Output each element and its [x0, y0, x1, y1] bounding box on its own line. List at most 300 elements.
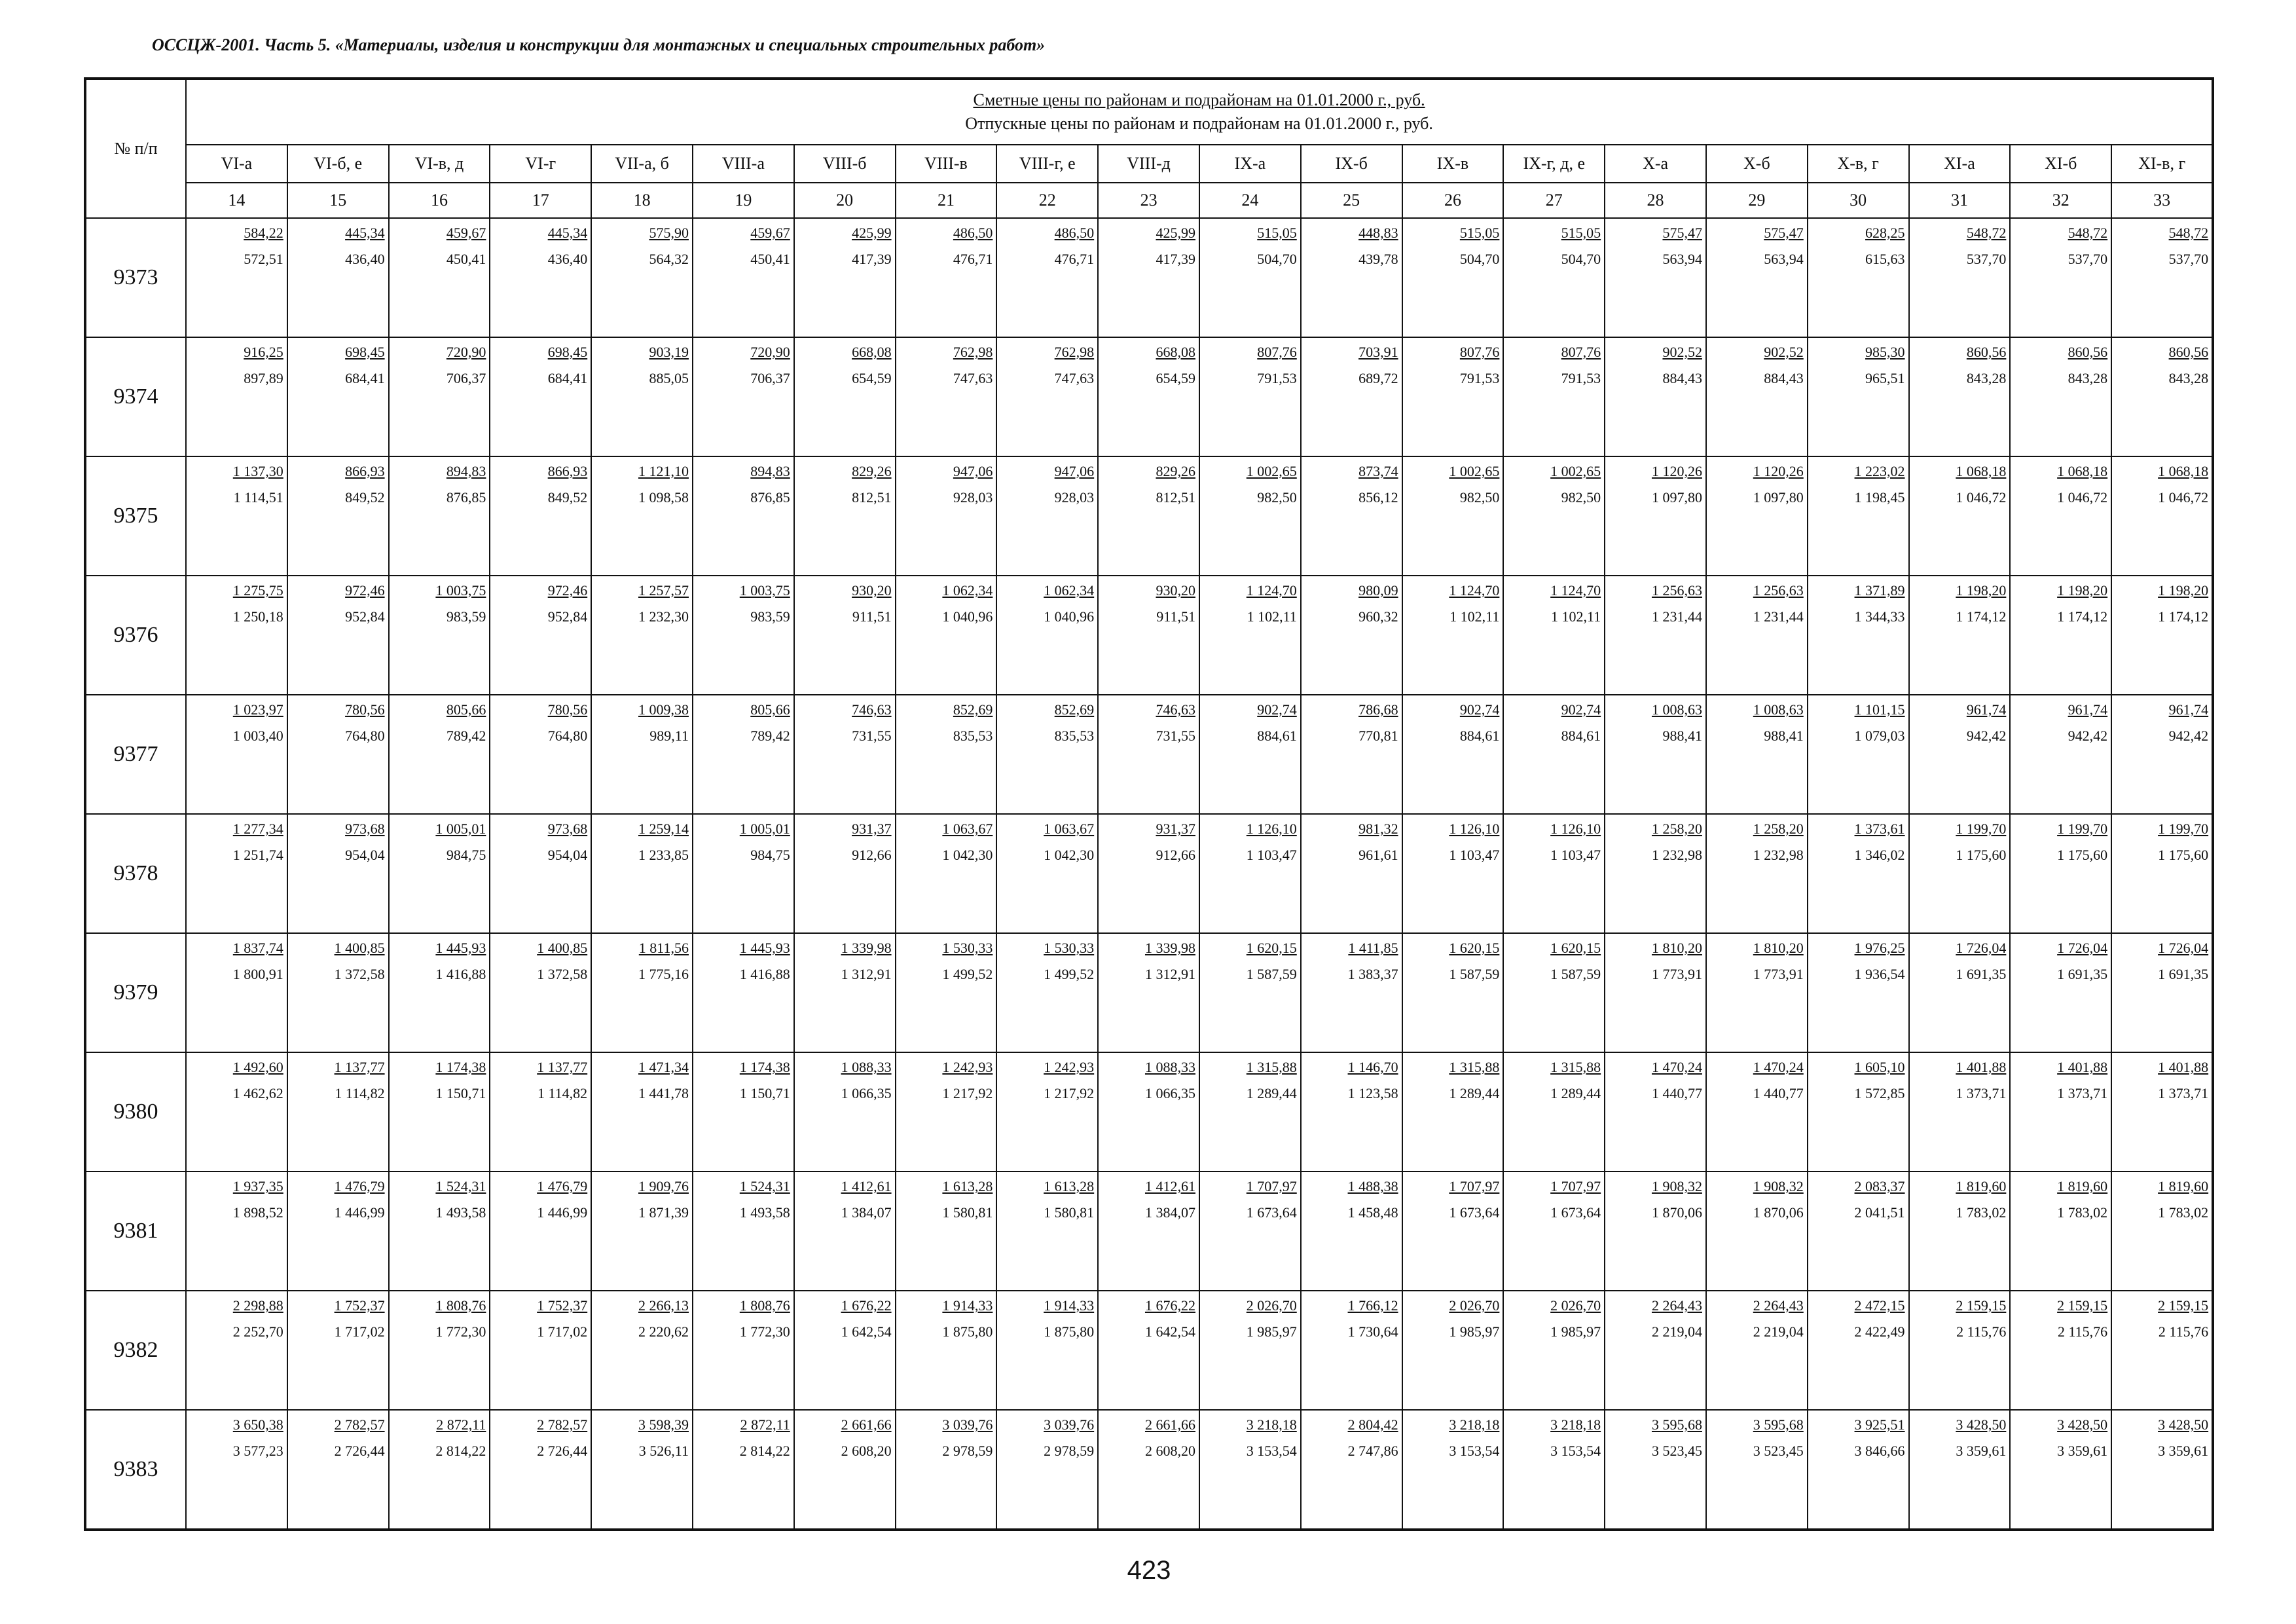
estimate-price: 1 120,26 — [1651, 463, 1702, 479]
release-price: 2 608,20 — [1144, 1443, 1195, 1459]
release-price: 1 150,71 — [435, 1085, 486, 1101]
estimate-price: 1 471,34 — [638, 1059, 689, 1075]
row-code: 9381 — [85, 1172, 186, 1291]
price-cell — [1706, 337, 1808, 456]
estimate-price: 746,63 — [852, 701, 892, 718]
release-price: 1 150,71 — [739, 1085, 790, 1101]
estimate-price: 1 137,77 — [537, 1059, 588, 1075]
price-cell — [287, 1052, 389, 1172]
price-cell — [1909, 1052, 2011, 1172]
release-price: 654,59 — [1156, 370, 1195, 386]
price-cell — [2010, 456, 2111, 576]
release-price: 1 114,82 — [538, 1085, 588, 1101]
release-price: 1 079,03 — [1854, 728, 1905, 744]
price-cell — [1706, 1291, 1808, 1410]
price-cell — [1098, 814, 1199, 933]
release-price: 2 115,76 — [1956, 1323, 2007, 1340]
price-cell — [1402, 695, 1504, 814]
estimate-price: 2 026,70 — [1550, 1297, 1601, 1314]
release-price: 3 359,61 — [2158, 1443, 2209, 1459]
estimate-price: 981,32 — [1358, 821, 1398, 837]
release-price: 884,43 — [1764, 370, 1804, 386]
estimate-price: 3 650,38 — [232, 1416, 283, 1433]
estimate-price: 1 023,97 — [232, 701, 283, 718]
region-header: VIII-в — [896, 145, 997, 183]
price-cell — [2010, 218, 2111, 337]
release-price: 1 098,58 — [638, 489, 689, 506]
estimate-price: 445,34 — [547, 225, 588, 241]
price-cell — [2111, 1410, 2213, 1530]
release-price: 3 359,61 — [1956, 1443, 2007, 1459]
estimate-price: 515,05 — [1257, 225, 1297, 241]
release-price: 1 458,48 — [1347, 1204, 1398, 1221]
release-price: 1 800,91 — [232, 966, 283, 982]
row-code: 9376 — [85, 576, 186, 695]
column-number: 33 — [2111, 183, 2213, 218]
estimate-price: 3 925,51 — [1854, 1416, 1905, 1433]
column-number: 29 — [1706, 183, 1808, 218]
release-price: 504,70 — [1561, 251, 1601, 267]
estimate-price: 762,98 — [1054, 344, 1095, 360]
price-cell — [490, 695, 591, 814]
release-price: 912,66 — [1156, 847, 1195, 863]
release-price: 450,41 — [446, 251, 486, 267]
release-price: 2 814,22 — [435, 1443, 486, 1459]
estimate-price: 1 101,15 — [1854, 701, 1905, 718]
price-cell — [389, 1172, 490, 1291]
release-price: 942,42 — [2168, 728, 2209, 744]
estimate-price: 860,56 — [1966, 344, 2007, 360]
estimate-price: 720,90 — [750, 344, 790, 360]
release-price: 1 985,97 — [1550, 1323, 1601, 1340]
price-cell — [1098, 1052, 1199, 1172]
price-cell — [1301, 695, 1402, 814]
release-price: 1 372,58 — [537, 966, 588, 982]
price-cell — [1402, 456, 1504, 576]
release-price: 1 717,02 — [334, 1323, 385, 1340]
estimate-price: 866,93 — [345, 463, 385, 479]
price-cell — [1503, 1410, 1605, 1530]
estimate-price: 1 068,18 — [2057, 463, 2108, 479]
release-price: 1 103,47 — [1550, 847, 1601, 863]
estimate-price: 829,26 — [852, 463, 892, 479]
release-price: 843,28 — [2168, 370, 2209, 386]
estimate-price: 1 005,01 — [739, 821, 790, 837]
estimate-price: 3 218,18 — [1449, 1416, 1500, 1433]
estimate-price: 829,26 — [1156, 463, 1195, 479]
estimate-price: 2 872,11 — [740, 1416, 790, 1433]
release-price: 1 783,02 — [2057, 1204, 2108, 1221]
estimate-price: 575,47 — [1764, 225, 1804, 241]
release-price: 1 372,58 — [334, 966, 385, 982]
release-price: 988,41 — [1662, 728, 1702, 744]
release-price: 1 114,82 — [335, 1085, 385, 1101]
release-price: 2 115,76 — [2158, 1323, 2209, 1340]
price-cell — [490, 933, 591, 1052]
price-cell — [2111, 1052, 2213, 1172]
price-cell — [794, 456, 896, 576]
release-price: 1 642,54 — [1144, 1323, 1195, 1340]
release-price: 1 102,11 — [1247, 608, 1297, 625]
table-row — [85, 456, 2213, 576]
release-price: 1 232,98 — [1651, 847, 1702, 863]
release-price: 1 373,71 — [2057, 1085, 2108, 1101]
estimate-price: 1 470,24 — [1753, 1059, 1804, 1075]
price-cell — [996, 695, 1098, 814]
estimate-price: 1 808,76 — [739, 1297, 790, 1314]
release-price: 911,51 — [1156, 608, 1195, 625]
price-cell — [591, 1410, 693, 1530]
estimate-price: 931,37 — [852, 821, 892, 837]
estimate-price: 2 264,43 — [1651, 1297, 1702, 1314]
release-price: 884,61 — [1257, 728, 1297, 744]
estimate-price: 902,74 — [1459, 701, 1500, 718]
release-price: 984,75 — [750, 847, 790, 863]
price-cell — [1808, 456, 1909, 576]
price-cell — [389, 1291, 490, 1410]
estimate-price: 1 810,20 — [1651, 940, 1702, 956]
release-price: 1 040,96 — [1044, 608, 1095, 625]
price-cell — [2010, 1052, 2111, 1172]
price-cell — [1503, 1291, 1605, 1410]
estimate-price: 1 914,33 — [1044, 1297, 1095, 1314]
row-code: 9374 — [85, 337, 186, 456]
price-cell — [693, 218, 794, 337]
estimate-price: 1 676,22 — [1144, 1297, 1195, 1314]
estimate-price: 973,68 — [345, 821, 385, 837]
release-price: 504,70 — [1459, 251, 1500, 267]
release-price: 537,70 — [1966, 251, 2007, 267]
price-cell — [1503, 456, 1605, 576]
estimate-price: 1 137,77 — [334, 1059, 385, 1075]
release-price: 3 153,54 — [1550, 1443, 1601, 1459]
estimate-price: 1 257,57 — [638, 582, 689, 599]
estimate-price: 985,30 — [1865, 344, 1905, 360]
release-price: 1 251,74 — [232, 847, 283, 863]
release-price: 1 373,71 — [2158, 1085, 2209, 1101]
release-price: 417,39 — [852, 251, 892, 267]
release-price: 952,84 — [345, 608, 385, 625]
release-price: 476,71 — [953, 251, 993, 267]
price-cell — [490, 456, 591, 576]
price-cell — [1909, 456, 2011, 576]
release-price: 1 462,62 — [232, 1085, 283, 1101]
price-cell — [1503, 695, 1605, 814]
release-price: 1 174,12 — [1956, 608, 2007, 625]
column-number: 19 — [693, 183, 794, 218]
release-price: 912,66 — [852, 847, 892, 863]
price-cell — [1503, 814, 1605, 933]
release-price: 849,52 — [345, 489, 385, 506]
release-price: 843,28 — [2068, 370, 2108, 386]
estimate-price: 3 218,18 — [1246, 1416, 1297, 1433]
price-cell — [2010, 1291, 2111, 1410]
region-header: VI-а — [186, 145, 287, 183]
estimate-price: 1 412,61 — [841, 1178, 892, 1194]
release-price: 812,51 — [1156, 489, 1195, 506]
estimate-price: 894,83 — [446, 463, 486, 479]
price-cell — [287, 1172, 389, 1291]
release-price: 504,70 — [1257, 251, 1297, 267]
price-cell — [2111, 814, 2213, 933]
estimate-price: 1 174,38 — [435, 1059, 486, 1075]
release-price: 706,37 — [446, 370, 486, 386]
price-cell — [693, 1291, 794, 1410]
price-cell — [693, 1172, 794, 1291]
estimate-price: 1 620,15 — [1550, 940, 1601, 956]
price-cell — [1808, 1172, 1909, 1291]
estimate-price: 1 002,65 — [1550, 463, 1601, 479]
price-cell — [1503, 337, 1605, 456]
estimate-price: 2 661,66 — [841, 1416, 892, 1433]
price-cell — [490, 1052, 591, 1172]
estimate-price: 1 068,18 — [1956, 463, 2007, 479]
column-number: 22 — [996, 183, 1098, 218]
estimate-price: 1 808,76 — [435, 1297, 486, 1314]
price-cell — [2111, 337, 2213, 456]
estimate-price: 1 339,98 — [841, 940, 892, 956]
estimate-price: 1 002,65 — [1246, 463, 1297, 479]
price-cell — [1706, 576, 1808, 695]
release-price: 563,94 — [1662, 251, 1702, 267]
price-cell — [1098, 695, 1199, 814]
release-price: 812,51 — [852, 489, 892, 506]
price-cell — [693, 456, 794, 576]
estimate-price: 973,68 — [547, 821, 588, 837]
price-cell — [2010, 337, 2111, 456]
release-price: 843,28 — [1966, 370, 2007, 386]
estimate-price: 980,09 — [1358, 582, 1398, 599]
estimate-price: 1 445,93 — [739, 940, 790, 956]
estimate-price: 1 819,60 — [2057, 1178, 2108, 1194]
price-cell — [693, 695, 794, 814]
region-header: IX-в — [1402, 145, 1504, 183]
price-cell — [186, 1410, 287, 1530]
estimate-price: 425,99 — [852, 225, 892, 241]
estimate-price: 1 412,61 — [1144, 1178, 1195, 1194]
column-number: 23 — [1098, 183, 1199, 218]
estimate-price: 1 174,38 — [739, 1059, 790, 1075]
price-cell — [1706, 1172, 1808, 1291]
estimate-price: 1 002,65 — [1449, 463, 1500, 479]
estimate-price: 3 428,50 — [1956, 1416, 2007, 1433]
estimate-price: 1 242,93 — [1044, 1059, 1095, 1075]
estimate-price: 1 063,67 — [942, 821, 993, 837]
price-cell — [1199, 933, 1301, 1052]
release-price: 1 440,77 — [1753, 1085, 1804, 1101]
price-cell — [2010, 1172, 2111, 1291]
release-price: 1 289,44 — [1246, 1085, 1297, 1101]
price-cell — [389, 695, 490, 814]
estimate-price: 1 315,88 — [1550, 1059, 1601, 1075]
release-price: 984,75 — [446, 847, 486, 863]
price-table — [84, 77, 2214, 1531]
release-price: 1 042,30 — [942, 847, 993, 863]
price-cell — [1605, 1410, 1706, 1530]
price-cell — [186, 695, 287, 814]
estimate-price: 1 401,88 — [2057, 1059, 2108, 1075]
estimate-price: 746,63 — [1156, 701, 1195, 718]
price-cell — [1909, 933, 2011, 1052]
release-price: 1 773,91 — [1651, 966, 1702, 982]
release-price: 960,32 — [1358, 608, 1398, 625]
price-cell — [389, 456, 490, 576]
release-price: 1 232,30 — [638, 608, 689, 625]
release-price: 1 587,59 — [1449, 966, 1500, 982]
release-price: 1 003,40 — [232, 728, 283, 744]
price-cell — [1808, 337, 1909, 456]
estimate-price: 916,25 — [244, 344, 283, 360]
price-cell — [490, 1410, 591, 1530]
price-cell — [896, 1291, 997, 1410]
release-price: 1 042,30 — [1044, 847, 1095, 863]
table-row — [85, 1052, 2213, 1172]
release-price: 1 346,02 — [1854, 847, 1905, 863]
price-cell — [287, 933, 389, 1052]
estimate-price: 3 428,50 — [2158, 1416, 2209, 1433]
release-price: 2 747,86 — [1347, 1443, 1398, 1459]
price-cell — [1098, 933, 1199, 1052]
price-cell — [1199, 1052, 1301, 1172]
estimate-price: 1 524,31 — [435, 1178, 486, 1194]
release-price: 1 175,60 — [2057, 847, 2108, 863]
price-cell — [1605, 337, 1706, 456]
price-cell — [186, 456, 287, 576]
price-cell — [1301, 814, 1402, 933]
estimate-price: 1 124,70 — [1449, 582, 1500, 599]
price-cell — [794, 337, 896, 456]
estimate-price: 1 062,34 — [942, 582, 993, 599]
price-cell — [591, 814, 693, 933]
estimate-price: 947,06 — [1054, 463, 1095, 479]
estimate-price: 628,25 — [1865, 225, 1905, 241]
estimate-price: 1 242,93 — [942, 1059, 993, 1075]
estimate-price: 1 766,12 — [1347, 1297, 1398, 1314]
price-cell — [1909, 814, 2011, 933]
estimate-price: 2 083,37 — [1854, 1178, 1905, 1194]
estimate-price: 1 008,63 — [1651, 701, 1702, 718]
price-cell — [1402, 576, 1504, 695]
estimate-price: 1 837,74 — [232, 940, 283, 956]
release-price: 1 580,81 — [1044, 1204, 1095, 1221]
estimate-price: 894,83 — [750, 463, 790, 479]
region-header: VII-а, б — [591, 145, 693, 183]
release-price: 684,41 — [547, 370, 588, 386]
estimate-price: 720,90 — [446, 344, 486, 360]
release-price: 1 103,47 — [1246, 847, 1297, 863]
release-price: 1 097,80 — [1651, 489, 1702, 506]
price-cell — [996, 933, 1098, 1052]
release-price: 982,50 — [1459, 489, 1500, 506]
price-cell — [1808, 1410, 1909, 1530]
price-cell — [1909, 695, 2011, 814]
price-cell — [1098, 1172, 1199, 1291]
estimate-price: 1 476,79 — [334, 1178, 385, 1194]
release-price: 2 220,62 — [638, 1323, 689, 1340]
estimate-price: 1 198,20 — [2057, 582, 2108, 599]
price-cell — [1808, 576, 1909, 695]
estimate-price: 2 661,66 — [1144, 1416, 1195, 1433]
release-price: 1 493,58 — [435, 1204, 486, 1221]
estimate-price: 1 088,33 — [841, 1059, 892, 1075]
release-price: 1 898,52 — [232, 1204, 283, 1221]
release-price: 982,50 — [1257, 489, 1297, 506]
estimate-price: 1 277,34 — [232, 821, 283, 837]
release-price: 928,03 — [953, 489, 993, 506]
price-cell — [896, 695, 997, 814]
estimate-price: 668,08 — [1156, 344, 1195, 360]
estimate-price: 1 009,38 — [638, 701, 689, 718]
release-price: 3 523,45 — [1651, 1443, 1702, 1459]
price-cell — [1605, 218, 1706, 337]
price-cell — [896, 1052, 997, 1172]
release-price: 2 814,22 — [739, 1443, 790, 1459]
price-cell — [287, 576, 389, 695]
release-price: 1 046,72 — [1956, 489, 2007, 506]
price-cell — [1706, 933, 1808, 1052]
release-price: 684,41 — [345, 370, 385, 386]
estimate-price: 2 026,70 — [1246, 1297, 1297, 1314]
estimate-price: 1 120,26 — [1753, 463, 1804, 479]
price-cell — [1808, 695, 1909, 814]
estimate-price: 1 707,97 — [1246, 1178, 1297, 1194]
estimate-price: 1 676,22 — [841, 1297, 892, 1314]
estimate-price: 931,37 — [1156, 821, 1195, 837]
price-cell — [591, 1052, 693, 1172]
release-price: 1 691,35 — [2057, 966, 2108, 982]
estimate-price: 703,91 — [1358, 344, 1398, 360]
price-cell — [186, 1291, 287, 1410]
estimate-price: 947,06 — [953, 463, 993, 479]
price-cell — [1402, 337, 1504, 456]
price-cell — [1706, 814, 1808, 933]
release-price: 563,94 — [1764, 251, 1804, 267]
price-cell — [1199, 814, 1301, 933]
estimate-price: 1 530,33 — [942, 940, 993, 956]
estimate-price: 1 256,63 — [1753, 582, 1804, 599]
release-price: 1 936,54 — [1854, 966, 1905, 982]
price-cell — [996, 814, 1098, 933]
region-header: X-в, г — [1808, 145, 1909, 183]
estimate-price: 780,56 — [345, 701, 385, 718]
price-cell — [389, 337, 490, 456]
estimate-price: 930,20 — [1156, 582, 1195, 599]
release-price: 942,42 — [1966, 728, 2007, 744]
release-price: 1 046,72 — [2158, 489, 2209, 506]
price-cell — [2010, 814, 2111, 933]
release-price: 537,70 — [2168, 251, 2209, 267]
estimate-price: 459,67 — [750, 225, 790, 241]
price-cell — [996, 576, 1098, 695]
release-price: 3 846,66 — [1854, 1443, 1905, 1459]
price-cell — [1808, 1052, 1909, 1172]
price-cell — [1909, 218, 2011, 337]
estimate-price: 961,74 — [2168, 701, 2209, 718]
price-cell — [1503, 1172, 1605, 1291]
price-cell — [1605, 814, 1706, 933]
release-price: 789,42 — [750, 728, 790, 744]
estimate-price: 445,34 — [345, 225, 385, 241]
region-header: VI-б, е — [287, 145, 389, 183]
price-cell — [1909, 1172, 2011, 1291]
estimate-price: 1 373,61 — [1854, 821, 1905, 837]
release-price: 1 673,64 — [1449, 1204, 1500, 1221]
release-price: 884,61 — [1561, 728, 1601, 744]
estimate-price: 1 121,10 — [638, 463, 689, 479]
estimate-price: 2 264,43 — [1753, 1297, 1804, 1314]
release-price: 3 153,54 — [1449, 1443, 1500, 1459]
column-number: 17 — [490, 183, 591, 218]
